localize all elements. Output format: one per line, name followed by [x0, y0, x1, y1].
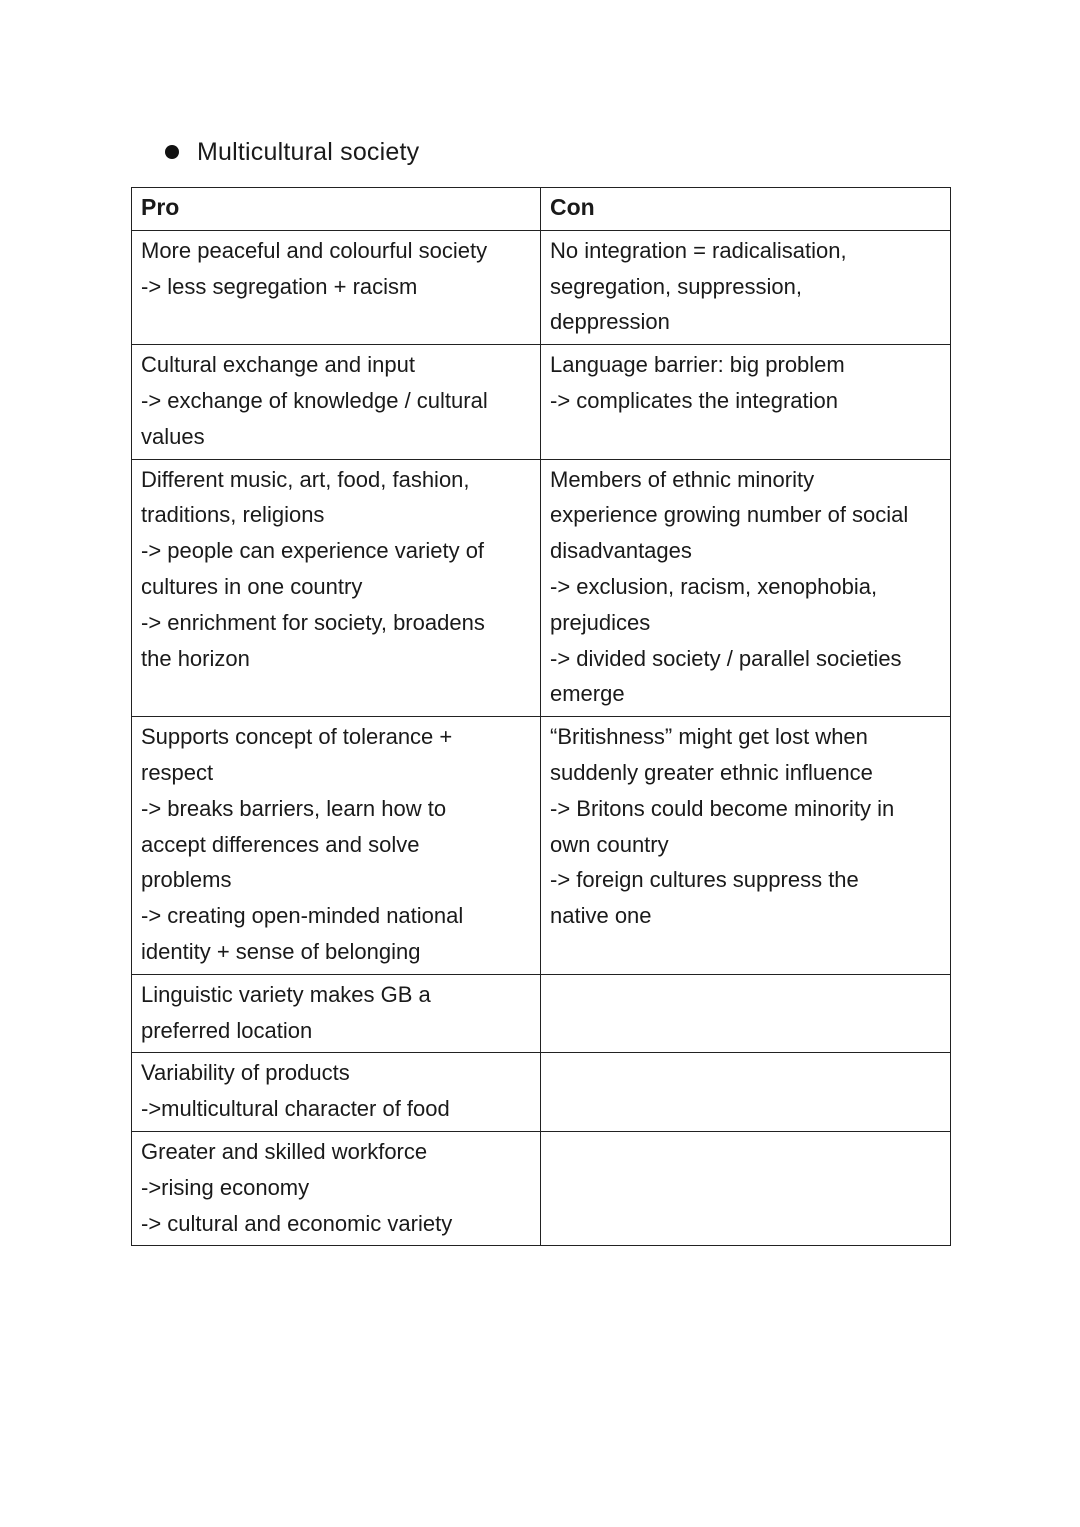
heading-text: Multicultural society: [197, 137, 420, 166]
table-row: [132, 1053, 951, 1132]
cell-line: identity + sense of belonging: [141, 938, 421, 964]
cell-line: Cultural exchange and input: [141, 352, 415, 378]
cell-line: -> exclusion, racism, xenophobia,: [550, 573, 878, 599]
con-header: Con: [541, 188, 951, 231]
cell-line: deppression: [550, 309, 670, 335]
cell-line: respect: [141, 759, 214, 785]
pro-con-table: [131, 187, 951, 1246]
cell-line: ->multicultural character of food: [141, 1096, 450, 1122]
cell-line: No integration = radicalisation,: [550, 237, 847, 263]
cell-line: Variability of products: [141, 1060, 350, 1086]
cell-line: values: [141, 423, 205, 449]
cell-line: -> enrichment for society, broadens: [141, 609, 485, 635]
pro-cell: [132, 345, 541, 459]
cell-line: -> cultural and economic variety: [141, 1210, 453, 1236]
cell-line: Different music, art, food, fashion,: [141, 466, 470, 492]
cell-line: Linguistic variety makes GB a: [141, 981, 431, 1007]
pro-cell: [132, 459, 541, 717]
cell-line: prejudices: [550, 609, 651, 635]
bullet-icon: [165, 145, 179, 159]
table-row: [132, 345, 951, 459]
cell-line: experience growing number of social: [550, 502, 909, 528]
table-row: [132, 717, 951, 975]
table-row: [132, 230, 951, 344]
cell-line: -> exchange of knowledge / cultural: [141, 387, 488, 413]
pro-cell: [132, 1053, 541, 1132]
con-cell: [541, 1131, 951, 1245]
cell-line: accept differences and solve: [141, 831, 420, 857]
table-row: [132, 459, 951, 717]
pro-cell: [132, 230, 541, 344]
pro-header: Pro: [132, 188, 541, 231]
cell-line: -> less segregation + racism: [141, 273, 418, 299]
section-heading: [165, 130, 419, 174]
cell-line: Supports concept of tolerance +: [141, 724, 453, 750]
con-cell: [541, 717, 951, 975]
con-cell: [541, 230, 951, 344]
cell-line: ->rising economy: [141, 1174, 310, 1200]
cell-line: -> creating open-minded national: [141, 903, 464, 929]
con-cell: [541, 459, 951, 717]
pro-cell: [132, 974, 541, 1053]
pro-cell: [132, 1131, 541, 1245]
table-row: [132, 1131, 951, 1245]
cell-line: -> people can experience variety of: [141, 538, 485, 564]
cell-line: -> divided society / parallel societies: [550, 645, 902, 671]
cell-line: More peaceful and colourful society: [141, 237, 488, 263]
cell-line: problems: [141, 867, 232, 893]
cell-line: -> complicates the integration: [550, 387, 838, 413]
cell-line: segregation, suppression,: [550, 273, 802, 299]
con-cell: [541, 1053, 951, 1132]
cell-line: native one: [550, 903, 652, 929]
cell-line: -> Britons could become minority in: [550, 795, 895, 821]
cell-line: preferred location: [141, 1017, 313, 1043]
cell-line: cultures in one country: [141, 573, 363, 599]
cell-line: emerge: [550, 681, 625, 707]
cell-line: suddenly greater ethnic influence: [550, 759, 873, 785]
cell-line: own country: [550, 831, 669, 857]
con-cell: [541, 345, 951, 459]
cell-line: traditions, religions: [141, 502, 325, 528]
cell-line: -> foreign cultures suppress the: [550, 867, 859, 893]
cell-line: Language barrier: big problem: [550, 352, 845, 378]
cell-line: -> breaks barriers, learn how to: [141, 795, 447, 821]
cell-line: the horizon: [141, 645, 250, 671]
table-row: [132, 974, 951, 1053]
cell-line: Members of ethnic minority: [550, 466, 815, 492]
con-cell: [541, 974, 951, 1053]
pro-cell: [132, 717, 541, 975]
cell-line: “Britishness” might get lost when: [550, 724, 868, 750]
cell-line: Greater and skilled workforce: [141, 1138, 428, 1164]
cell-line: disadvantages: [550, 538, 692, 564]
header-row: [132, 188, 951, 231]
